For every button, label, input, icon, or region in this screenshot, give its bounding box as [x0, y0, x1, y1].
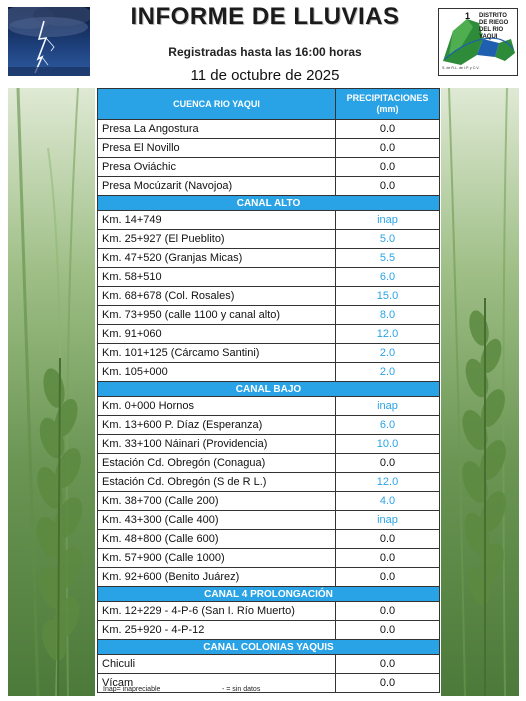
station-name: Km. 33+100 Náinari (Providencia)	[98, 435, 336, 454]
table-row	[98, 211, 440, 230]
station-name: Presa El Novillo	[98, 139, 336, 158]
precip-value: 0.0	[336, 655, 440, 674]
table-row	[98, 306, 440, 325]
section-header-row	[98, 382, 440, 397]
table-row	[98, 473, 440, 492]
district-logo	[438, 8, 518, 76]
table-row	[98, 530, 440, 549]
section-title: CANAL COLONIAS YAQUIS	[98, 640, 440, 655]
station-name: Km. 12+229 - 4-P-6 (San I. Río Muerto)	[98, 602, 336, 621]
table-row	[98, 287, 440, 306]
table-row	[98, 120, 440, 139]
table-header-row	[98, 89, 440, 120]
station-name: Estación Cd. Obregón (Conagua)	[98, 454, 336, 473]
station-name: Km. 47+520 (Granjas Micas)	[98, 249, 336, 268]
section-header-row	[98, 196, 440, 211]
table-row	[98, 325, 440, 344]
precip-value: 0.0	[336, 454, 440, 473]
precip-value: 6.0	[336, 268, 440, 287]
table-row	[98, 397, 440, 416]
precip-value: 0.0	[336, 602, 440, 621]
station-name: Km. 14+749	[98, 211, 336, 230]
table-row	[98, 454, 440, 473]
station-name: Km. 0+000 Hornos	[98, 397, 336, 416]
table-row	[98, 158, 440, 177]
station-name: Chiculi	[98, 655, 336, 674]
precip-value: inap	[336, 511, 440, 530]
table-row	[98, 655, 440, 674]
precip-value: 2.0	[336, 344, 440, 363]
precip-value: 12.0	[336, 473, 440, 492]
table-row	[98, 268, 440, 287]
station-name: Km. 57+900 (Calle 1000)	[98, 549, 336, 568]
station-name: Presa La Angostura	[98, 120, 336, 139]
station-name: Estación Cd. Obregón (S de R L.)	[98, 473, 336, 492]
station-name: Km. 48+800 (Calle 600)	[98, 530, 336, 549]
station-name: Km. 25+927 (El Pueblito)	[98, 230, 336, 249]
precip-value: 0.0	[336, 549, 440, 568]
station-name: Km. 43+300 (Calle 400)	[98, 511, 336, 530]
section-title: CANAL ALTO	[98, 196, 440, 211]
precip-value: 0.0	[336, 530, 440, 549]
station-name: Km. 91+060	[98, 325, 336, 344]
precip-value: 0.0	[336, 177, 440, 196]
table-row	[98, 177, 440, 196]
table-row	[98, 511, 440, 530]
station-name: Km. 101+125 (Cárcamo Santini)	[98, 344, 336, 363]
report-subtitle: Registradas hasta las 16:00 horas	[168, 45, 362, 59]
precip-value: 5.5	[336, 249, 440, 268]
station-name: Km. 38+700 (Calle 200)	[98, 492, 336, 511]
precip-value: 0.0	[336, 674, 440, 693]
table-row	[98, 549, 440, 568]
table-row	[98, 230, 440, 249]
logo-footer: S. de R.L. de I.P. y C.V.	[442, 66, 480, 70]
precip-value: 0.0	[336, 568, 440, 587]
precip-value: 0.0	[336, 139, 440, 158]
wheat-left-image	[8, 88, 95, 696]
storm-lightning-image	[8, 7, 90, 76]
precip-value: 12.0	[336, 325, 440, 344]
report-title: INFORME DE LLUVIAS	[130, 3, 400, 30]
station-name: Km. 68+678 (Col. Rosales)	[98, 287, 336, 306]
section-header-row	[98, 587, 440, 602]
table-row	[98, 568, 440, 587]
precip-value: 10.0	[336, 435, 440, 454]
precip-header: PRECIPITACIONES (mm)	[336, 89, 440, 120]
precip-value: 0.0	[336, 621, 440, 640]
table-row	[98, 416, 440, 435]
report-date: 11 de octubre de 2025	[190, 67, 340, 84]
logo-text: DISTRITO DE RIEGO DEL RIO YAQUI	[479, 13, 509, 40]
station-name: Km. 92+600 (Benito Juárez)	[98, 568, 336, 587]
station-name: Vícam	[98, 674, 336, 693]
table-row	[98, 492, 440, 511]
precip-value: 0.0	[336, 158, 440, 177]
station-name: Presa Mocúzarit (Navojoa)	[98, 177, 336, 196]
footnote-nodata: - = sin datos	[222, 686, 261, 693]
station-name: Km. 58+510	[98, 268, 336, 287]
table-row	[98, 344, 440, 363]
precip-value: inap	[336, 211, 440, 230]
station-name: Presa Oviáchic	[98, 158, 336, 177]
basin-header: CUENCA RIO YAQUI	[98, 89, 336, 120]
table-row	[98, 139, 440, 158]
logo-number: 1	[465, 11, 471, 21]
table-row	[98, 249, 440, 268]
section-title: CANAL BAJO	[98, 382, 440, 397]
precip-value: 2.0	[336, 363, 440, 382]
precip-value: 8.0	[336, 306, 440, 325]
precip-value: 0.0	[336, 120, 440, 139]
precip-value: 6.0	[336, 416, 440, 435]
station-name: Km. 13+600 P. Díaz (Esperanza)	[98, 416, 336, 435]
section-title: CANAL 4 PROLONGACIÓN	[98, 587, 440, 602]
station-name: Km. 25+920 - 4-P-12	[98, 621, 336, 640]
station-name: Km. 105+000	[98, 363, 336, 382]
precip-value: 15.0	[336, 287, 440, 306]
table-row	[98, 621, 440, 640]
table-row	[98, 435, 440, 454]
table-row	[98, 363, 440, 382]
footnote-inap: Inap= inapreciable	[103, 686, 161, 693]
precip-value: inap	[336, 397, 440, 416]
section-header-row	[98, 640, 440, 655]
rainfall-table	[97, 88, 440, 693]
wheat-right-image	[441, 88, 519, 696]
precip-value: 5.0	[336, 230, 440, 249]
table-row	[98, 602, 440, 621]
station-name: Km. 73+950 (calle 1100 y canal alto)	[98, 306, 336, 325]
precip-value: 4.0	[336, 492, 440, 511]
